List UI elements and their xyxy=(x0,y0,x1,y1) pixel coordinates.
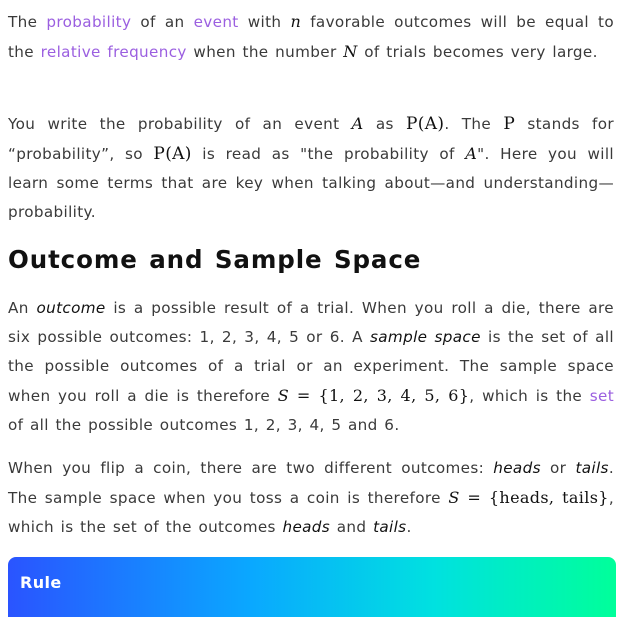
text: as xyxy=(363,115,406,133)
rule-box xyxy=(8,557,616,617)
text: is a possible result of a trial. When you roll a die, there are six possible outcomes: 1, 2, 3, 4, 5 or 6. A xyxy=(8,299,614,346)
term-heads: heads xyxy=(493,459,541,477)
text: of all the possible outcomes 1, 2, 3, 4, 5 and 6. xyxy=(8,416,400,434)
text: or xyxy=(540,459,576,477)
link-set[interactable]: set xyxy=(589,387,614,405)
text: of trials becomes very large. xyxy=(357,43,598,61)
text: of an xyxy=(131,13,194,31)
text: is read as "the probability of xyxy=(191,145,466,163)
link-probability[interactable]: probability xyxy=(46,13,132,31)
math-S: S xyxy=(448,488,460,507)
term-outcome: outcome xyxy=(36,299,106,317)
math-P-of-A: P(A) xyxy=(153,144,192,164)
math-n: n xyxy=(290,12,302,31)
text: An xyxy=(8,299,37,317)
text: When you flip a coin, there are two different outcomes: xyxy=(8,459,494,477)
text: favorable outcomes will be equal to the xyxy=(8,13,614,61)
paragraph-coin-example xyxy=(8,454,614,542)
text: , which is the xyxy=(469,387,590,405)
text: is the set of all the possible outcomes of a trial or an experiment. The sample space when you roll a die is therefore xyxy=(8,328,614,405)
math-A: A xyxy=(351,114,364,133)
text: . xyxy=(406,518,412,536)
math-set: = {heads, tails} xyxy=(459,488,609,507)
term-sample-space: sample space xyxy=(370,328,481,346)
text: You write the probability of an event xyxy=(8,115,352,133)
math-S: S xyxy=(277,386,289,405)
text: . The xyxy=(444,115,504,133)
text: . The sample space when you toss a coin is therefore xyxy=(8,459,615,507)
math-set: = {1, 2, 3, 4, 5, 6} xyxy=(289,386,470,405)
text: , which is the set of the outcomes xyxy=(8,489,614,536)
text: stands for “probability”, so xyxy=(8,115,614,163)
math-P-of-A: P(A) xyxy=(405,114,445,134)
math-sample-space-coin xyxy=(448,488,609,507)
paragraph-probability-notation xyxy=(8,109,614,227)
rule-title: Rule xyxy=(20,573,62,592)
term-heads: heads xyxy=(282,518,331,536)
math-P: P xyxy=(503,114,516,134)
math-sample-space-die xyxy=(278,386,470,405)
paragraph-probability-definition xyxy=(8,7,614,67)
link-event[interactable]: event xyxy=(193,13,239,31)
paragraph-outcome-definition xyxy=(8,294,614,440)
text: when the number xyxy=(186,43,344,61)
text: The xyxy=(8,13,47,31)
text: ". Here you will learn some terms that are key when talking about—and understanding—probability. xyxy=(8,145,614,221)
term-tails: tails xyxy=(373,518,407,536)
term-tails: tails xyxy=(575,459,609,477)
text: and xyxy=(330,518,374,536)
section-heading: Outcome and Sample Space xyxy=(8,245,422,274)
text: with xyxy=(238,13,291,31)
math-A: A xyxy=(465,144,478,163)
link-relative-frequency[interactable]: relative frequency xyxy=(40,43,187,61)
math-N: N xyxy=(343,42,358,61)
